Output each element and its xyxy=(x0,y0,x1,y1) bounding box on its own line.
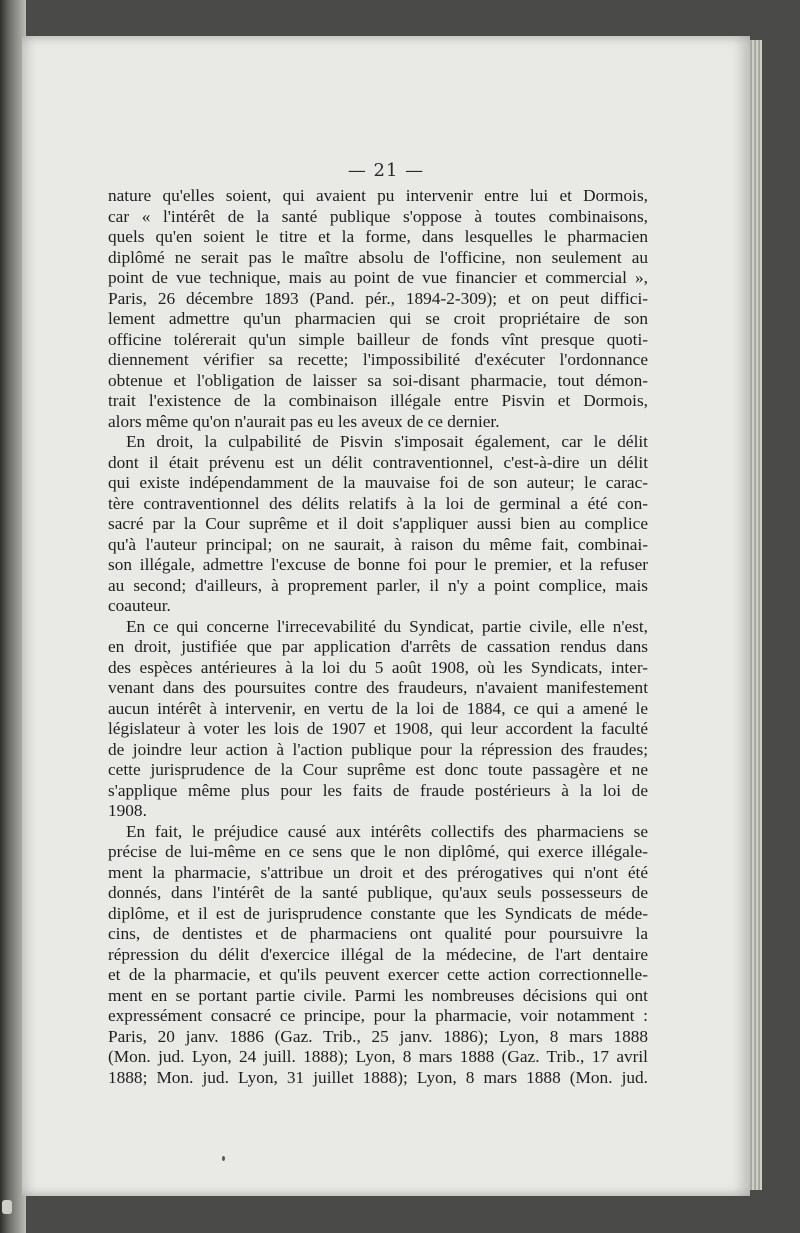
text-line: cins, de dentistes et de pharmaciens ont qualité pour poursuivre la xyxy=(108,924,648,943)
text-line: Paris, 26 décembre 1893 (Pand. pér., 1894-2-309); et on peut diffici- xyxy=(108,288,648,308)
text-line: coauteur. xyxy=(108,596,171,615)
text-line: ment en se portant partie civile. Parmi les nombreuses décisions qui ont xyxy=(108,985,648,1005)
book-page xyxy=(22,36,750,1196)
text-line: tère contraventionnel des délits relatifs à la loi de germinal a été con- xyxy=(108,493,648,513)
text-line: ment la pharmacie, s'attribue un droit et des prérogatives qui n'ont été xyxy=(108,862,648,882)
text-line: diplômé ne serait pas le maître absolu de l'officine, non seulement au xyxy=(108,247,648,267)
text-line: législateur à voter les lois de 1907 et 1908, qui leur accordent la faculté xyxy=(108,719,648,738)
text-line: qui existe indépendamment de la mauvaise foi de son auteur; le carac- xyxy=(108,473,648,492)
text-line: Paris, 20 janv. 1886 (Gaz. Trib., 25 janv. 1886); Lyon, 8 mars 1888 xyxy=(108,1026,648,1046)
text-line: 1888; Mon. jud. Lyon, 31 juillet 1888); Lyon, 8 mars 1888 (Mon. jud. xyxy=(108,1067,648,1087)
binding-mark xyxy=(2,1200,12,1214)
text-line: précise de lui-même en ce sens que le non diplômé, qui exerce illégale- xyxy=(108,842,648,861)
text-line: qu'à l'auteur principal; on ne saurait, à raison du même fait, combinai- xyxy=(108,534,648,554)
text-line: donnés, dans l'intérêt de la santé publique, qu'aux seuls possesseurs de xyxy=(108,883,648,902)
page-number: — 21 — xyxy=(347,160,425,181)
text-line: quels qu'en soient le titre et la forme, dans lesquelles le pharmacien xyxy=(108,227,648,246)
text-line: et de la pharmacie, et qu'ils peuvent exercer cette action correctionnelle- xyxy=(108,965,648,984)
text-line: En fait, le préjudice causé aux intérêts collectifs des pharmaciens se xyxy=(126,821,648,841)
text-line: point de vue technique, mais au point de vue financier et commercial », xyxy=(108,268,648,287)
text-line: trait l'existence de la combinaison illégale entre Pisvin et Dormois, xyxy=(108,391,648,410)
text-line: venant dans des poursuites contre des fraudeurs, n'avaient manifestement xyxy=(108,678,648,697)
text-line: expressément consacré ce principe, pour la pharmacie, voir notamment : xyxy=(108,1006,648,1025)
text-line: (Mon. jud. Lyon, 24 juill. 1888); Lyon, 8 mars 1888 (Gaz. Trib., 17 avril xyxy=(108,1047,648,1066)
text-line: En ce qui concerne l'irrecevabilité du Syndicat, partie civile, elle n'est, xyxy=(126,616,648,636)
text-line: au second; d'ailleurs, à proprement parler, il n'y a point complice, mais xyxy=(108,575,648,595)
text-line: car « l'intérêt de la santé publique s'oppose à toutes combinaisons, xyxy=(108,206,648,226)
ink-speck xyxy=(222,1156,225,1161)
text-line: obtenue et l'obligation de laisser sa soi-disant pharmacie, tout démon- xyxy=(108,370,648,390)
text-line: diplôme, et il est de jurisprudence constante que les Syndicats de méde- xyxy=(108,903,648,923)
text-line: lement admettre qu'un pharmacien qui se croit propriétaire de son xyxy=(108,309,648,328)
text-line: diennement vérifier sa recette; l'impossibilité d'exécuter l'ordonnance xyxy=(108,350,648,369)
text-line: s'applique même plus pour les faits de fraude postérieurs à la loi de xyxy=(108,780,648,800)
text-line: répression du délit d'exercice illégal de la médecine, de l'art dentaire xyxy=(108,944,648,964)
text-line: sacré par la Cour suprême et il doit s'appliquer aussi bien au complice xyxy=(108,514,648,533)
stacked-page-edges xyxy=(748,40,762,1190)
text-line: des espèces antérieures à la loi du 5 août 1908, où les Syndicats, inter- xyxy=(108,657,648,677)
text-line: alors même qu'on n'aurait pas eu les aveux de ce dernier. xyxy=(108,411,500,431)
text-line: 1908. xyxy=(108,801,147,820)
text-line: dont il était prévenu est un délit contraventionnel, c'est-à-dire un délit xyxy=(108,452,648,472)
text-line: En droit, la culpabilité de Pisvin s'imposait également, car le délit xyxy=(126,432,648,451)
text-line: cette jurisprudence de la Cour suprême est donc toute passagère et ne xyxy=(108,760,648,779)
body-text xyxy=(108,186,648,1088)
text-line: nature qu'elles soient, qui avaient pu intervenir entre lui et Dormois, xyxy=(108,186,648,205)
text-line: en droit, justifiée que par application d'arrêts de cassation rendus dans xyxy=(108,637,648,656)
text-line: officine tolérerait qu'un simple bailleur de fonds vînt presque quoti- xyxy=(108,329,648,349)
text-line: aucun intérêt à intervenir, en vertu de la loi de 1884, ce qui a amené le xyxy=(108,698,648,718)
text-line: de joindre leur action à l'action publique pour la répression des fraudes; xyxy=(108,739,648,759)
text-line: son illégale, admettre l'excuse de bonne foi pour le premier, et la refuser xyxy=(108,555,648,574)
